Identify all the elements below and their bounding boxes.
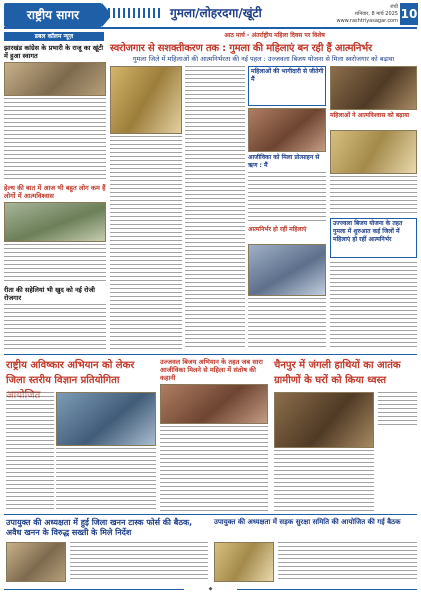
lead-body-col5 (330, 176, 417, 216)
story-science-photo (56, 392, 156, 446)
newspaper-brand: राष्ट्रीय सागर (4, 3, 102, 27)
story-roadsafety-headline: उपायुक्त की अध्यक्षता में सड़क सुरक्षा समिति की आयोजित की गई बैठक (214, 518, 401, 526)
left-story1-body (4, 98, 106, 182)
masthead-rule (4, 27, 417, 29)
lead-body-col3 (248, 172, 326, 224)
story-mining-headline: उपायुक्त की अध्यक्षता में हुई जिला खनन टास्क फोर्स की बैठक, अवैध खनन के विरुद्ध सख्ती के मिले निर्देश (6, 518, 193, 537)
double-column-label: डबल कॉलम न्यूज़ (4, 32, 104, 41)
lead-body-col4 (248, 298, 326, 350)
left-story3-body (4, 304, 106, 350)
lead-box5 (330, 218, 417, 258)
story-mining-photo (6, 542, 66, 582)
story-elephant-photo (274, 392, 374, 448)
masthead (0, 0, 421, 30)
page-footer-ornament: ◆ (4, 586, 417, 594)
lead-photo-4 (330, 66, 417, 110)
story-ujjwala-body (160, 426, 268, 512)
lead-box3-headline: महिलाओं ने आत्मविश्वास को बढ़ाया (330, 112, 410, 119)
lead-body-col2 (185, 66, 245, 350)
story-ujjwala-photo (160, 384, 268, 424)
left-story1-headline: झारखंड कांग्रेस के प्रभारी के राजू का खूंटी में हुआ स्वागत (4, 44, 104, 60)
dateline (336, 4, 398, 25)
left-story3-headline: रीता की सहेलियां भी खुद को नई रोजी रोजगार (4, 286, 95, 302)
left-story2-body (4, 244, 106, 284)
story-ujjwala-headline: उज्जवल बिजय अभियान के तहत जब सारा आजीविका मिलने से महिला में संतोष की कहानी (160, 358, 263, 382)
decorative-stripes (108, 8, 160, 18)
lead-photo-main (110, 66, 182, 134)
lead-box4-headline: आत्मनिर्भर हो रहीं महिलाएं (248, 226, 307, 233)
lead-body-col1 (110, 136, 182, 350)
lead-subheadline: गुमला जिले में महिलाओं की आत्मनिर्भरता की नई पहल : उज्जवला बिजय योजना से मिला स्वरोजगार को बढ़ावा (132, 55, 395, 63)
story-roadsafety-photo (214, 542, 274, 582)
city: रांची (390, 4, 398, 10)
lead-box2-headline: आजीविका को मिला प्रोत्साहन से ऋण : मैं (248, 154, 320, 169)
lead-headline: स्वरोजगार से सशक्तीकरण तक : गुमला की महिलाएं बन रही हैं आत्मनिर्भर (110, 43, 372, 54)
date: शनिवार, 8 मार्च 2025 (354, 11, 398, 17)
section-divider-2 (4, 514, 417, 515)
left-story1-photo (4, 62, 106, 96)
story-elephant-body (274, 450, 374, 512)
story-science-body1 (6, 392, 54, 512)
story-science-headline: राष्ट्रीय अविष्कार अभियान को लेकर जिला स्तरीय विज्ञान प्रतियोगिता (6, 360, 135, 386)
left-story2-headline: हेल्थ की बात में आज भी बहुत लोग कम हैं लोगों में आत्मविश्वास (4, 184, 106, 200)
lead-photo-2 (248, 108, 326, 152)
lead-box5-headline: उज्ज्वला बिजय योजना के तहत गुमला में शुरुआत कई जिलों में महिलाएं हो रहीं आत्मनिर्भर (333, 220, 403, 243)
lead-box1-headline: महिलाओं की भागीदारी से जीतेगी मैं (251, 68, 324, 83)
story-elephant-headline: चैनपुर में जंगली हाथियों का आतंक ग्रामीणों के घरों को किया ध्वस्त (274, 360, 401, 386)
section-title: गुमला/लोहरदगा/खूंटी (170, 6, 262, 20)
lead-body-col6 (330, 262, 417, 350)
page-number: 10 (400, 3, 418, 25)
lead-kicker: आठ मार्च - अंतर्राष्ट्रीय महिला दिवस पर विशेष (224, 32, 325, 39)
website: www.rashtriyasagar.com (336, 18, 398, 24)
lead-photo-3 (248, 244, 326, 296)
lead-photo-5 (330, 130, 417, 174)
story-elephant-body2 (378, 392, 417, 428)
section-divider (4, 354, 417, 355)
left-story2-photo (4, 202, 106, 242)
story-mining-body (70, 542, 208, 582)
story-science-body2 (56, 448, 156, 512)
story-roadsafety-body (278, 542, 417, 582)
lead-box1 (248, 66, 326, 106)
